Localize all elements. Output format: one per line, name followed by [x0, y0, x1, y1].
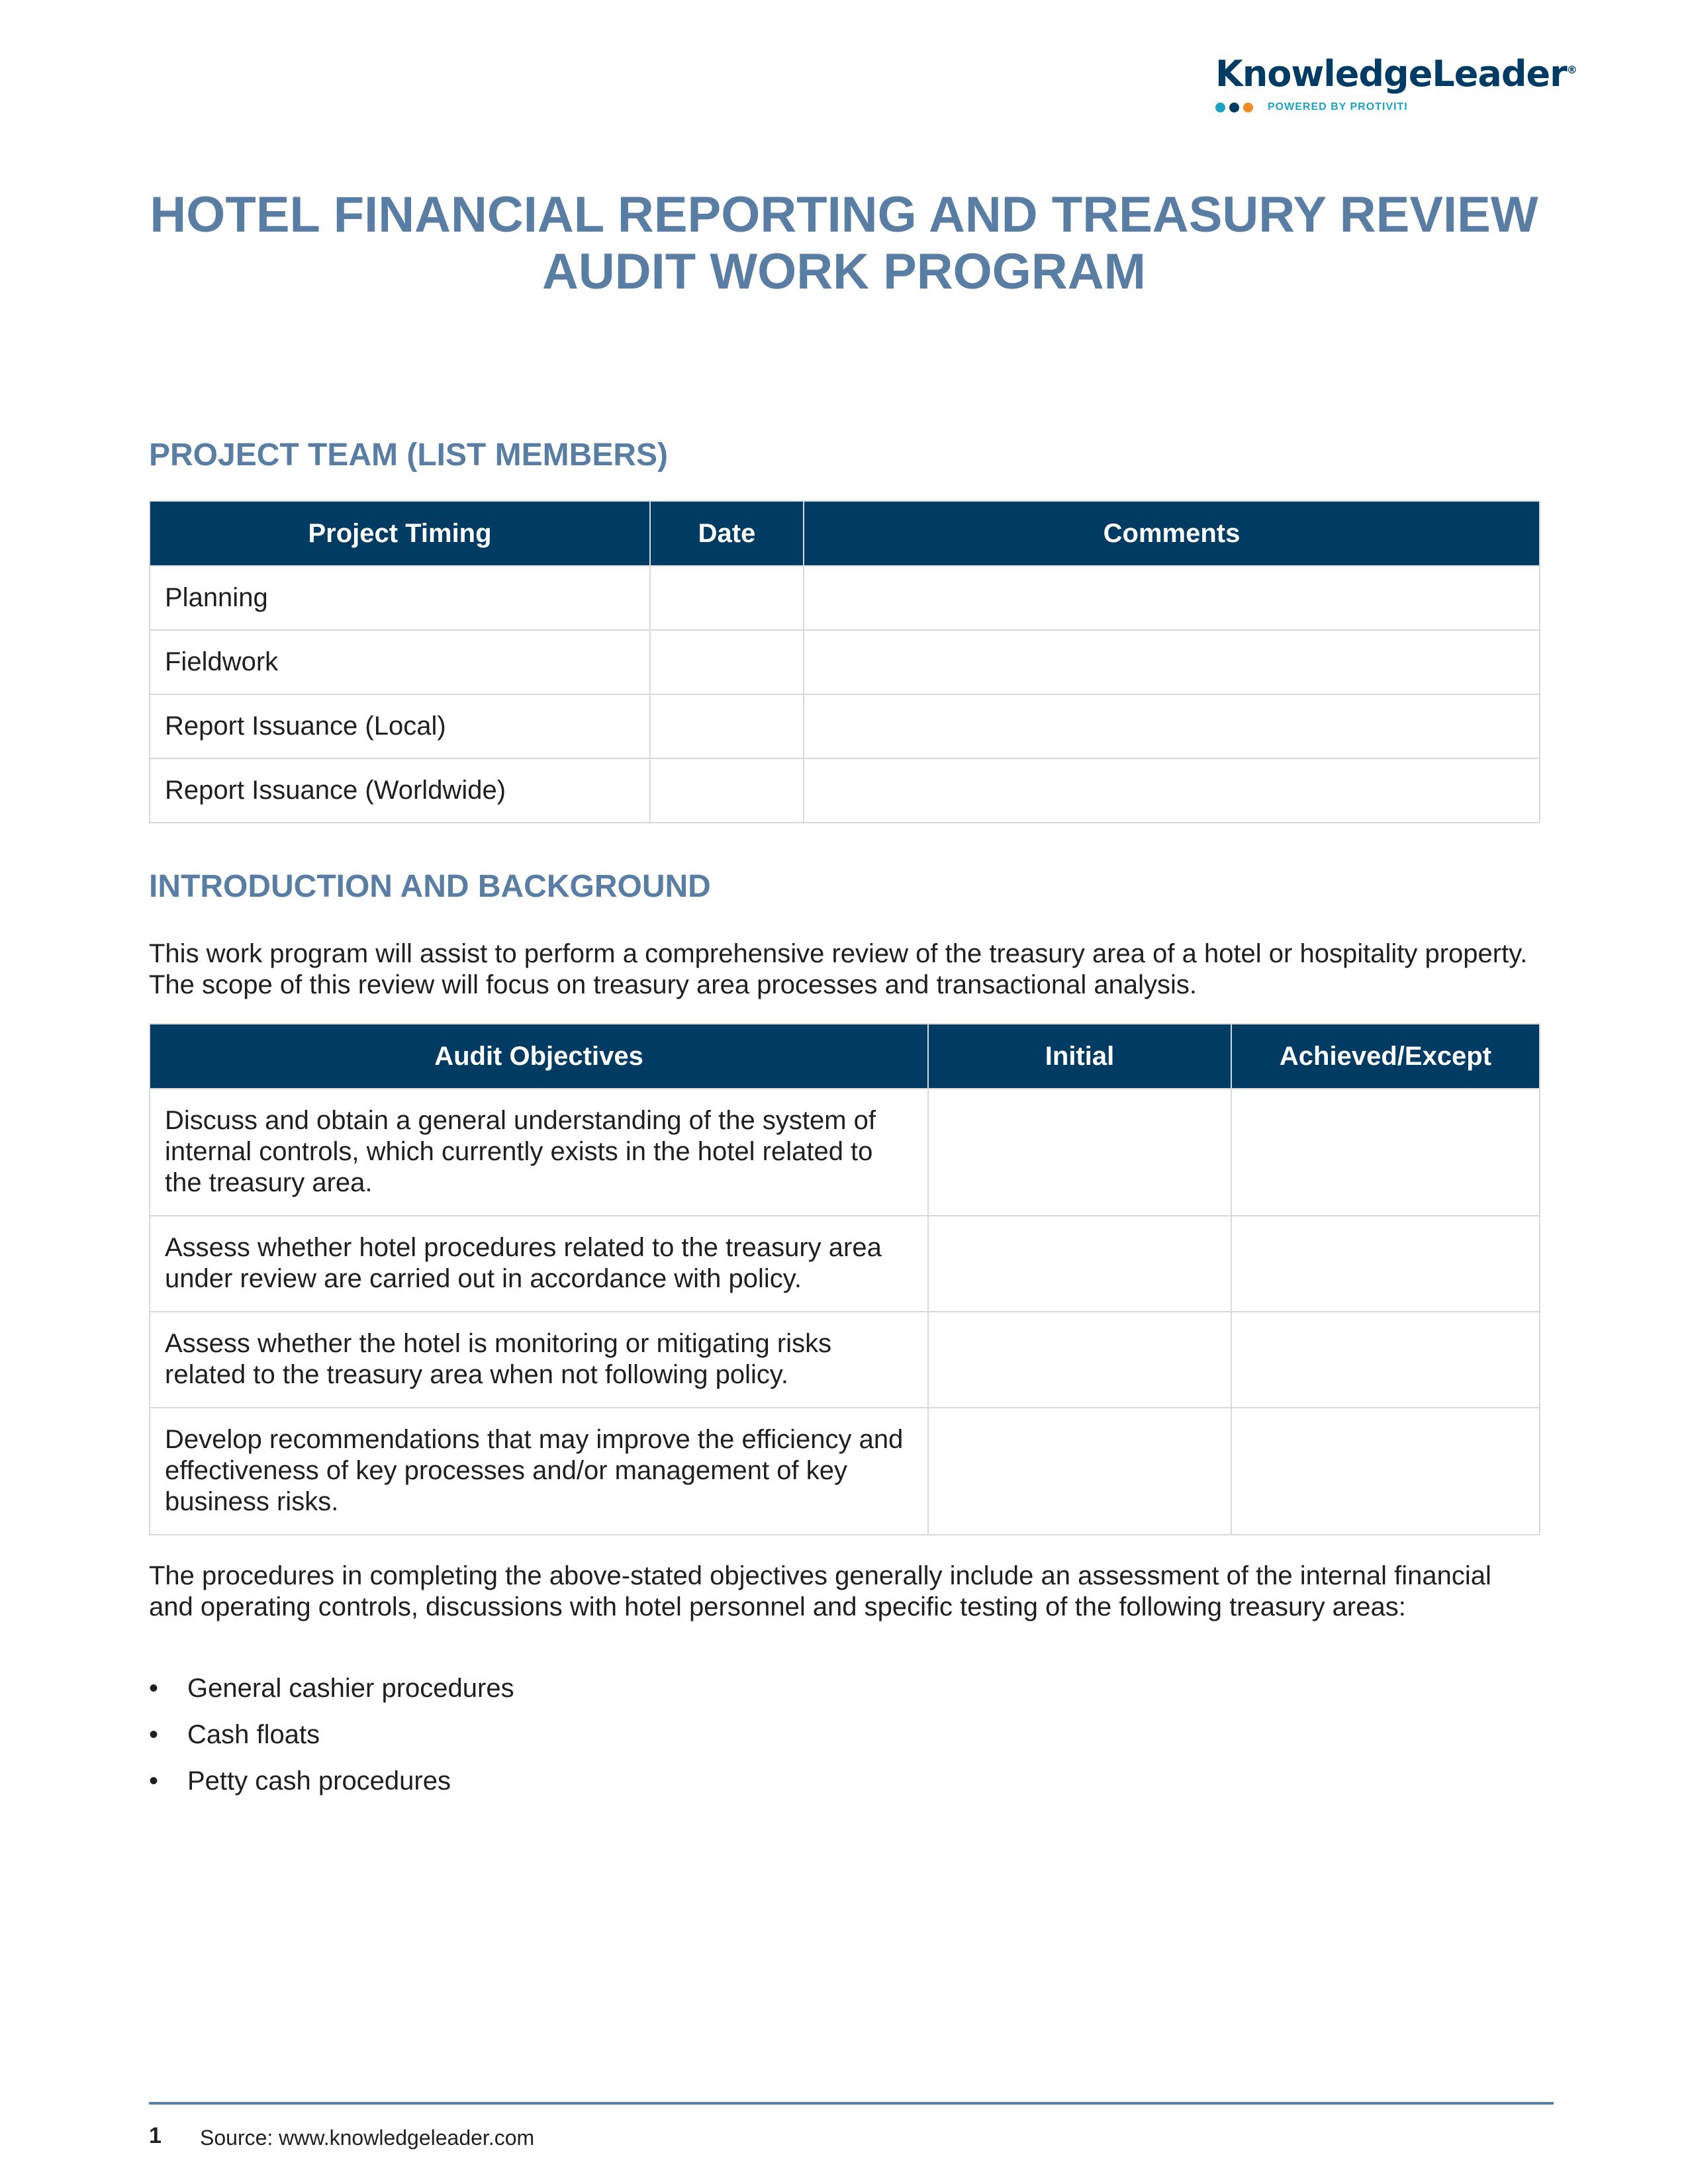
- column-header-project-timing: Project Timing: [150, 501, 650, 566]
- list-item-text: Petty cash procedures: [187, 1766, 451, 1796]
- timing-cell: Planning: [150, 566, 650, 630]
- column-header-comments: Comments: [804, 501, 1540, 566]
- table-row: [150, 1408, 1540, 1535]
- logo-tagline: [1215, 101, 1533, 113]
- list-item: [149, 1766, 514, 1812]
- bullet-icon: •: [149, 1674, 159, 1703]
- knowledgeleader-logo: [1215, 53, 1577, 113]
- column-header-audit-objectives: Audit Objectives: [150, 1024, 928, 1089]
- footer-divider: [149, 2102, 1554, 2105]
- logo-wordmark: [1215, 53, 1577, 95]
- achieved-cell[interactable]: [1231, 1089, 1540, 1216]
- initial-cell[interactable]: [928, 1312, 1231, 1408]
- table-row: [150, 1216, 1540, 1312]
- initial-cell[interactable]: [928, 1089, 1231, 1216]
- list-item: [149, 1719, 514, 1766]
- introduction-heading: INTRODUCTION AND BACKGROUND: [149, 869, 711, 904]
- logo-text: KnowledgeLeader: [1215, 53, 1567, 95]
- table-row: [150, 694, 1540, 758]
- date-cell[interactable]: [650, 758, 804, 823]
- date-cell[interactable]: [650, 630, 804, 694]
- audit-objectives-table: [149, 1023, 1540, 1535]
- bullet-icon: •: [149, 1720, 159, 1749]
- table-row: [150, 566, 1540, 630]
- comments-cell[interactable]: [804, 630, 1540, 694]
- timing-cell: Report Issuance (Worldwide): [150, 758, 650, 823]
- date-cell[interactable]: [650, 566, 804, 630]
- footer-source: Source: www.knowledgeleader.com: [200, 2126, 535, 2150]
- initial-cell[interactable]: [928, 1216, 1231, 1312]
- table-row: [150, 758, 1540, 823]
- objective-cell: Develop recommendations that may improve the efficiency and effectiveness of key processes and/or management of key business risks.: [150, 1408, 928, 1535]
- document-title-line-2: AUDIT WORK PROGRAM: [542, 244, 1146, 300]
- achieved-cell[interactable]: [1231, 1312, 1540, 1408]
- achieved-cell[interactable]: [1231, 1216, 1540, 1312]
- table-header-row: [150, 501, 1540, 566]
- bullet-icon: •: [149, 1766, 159, 1796]
- date-cell[interactable]: [650, 694, 804, 758]
- procedures-paragraph: The procedures in completing the above-stated objectives generally include an assessment of the internal financial and operating controls, discussions with hotel personnel and specific testing of the following treasury areas:: [149, 1561, 1491, 1621]
- objective-cell: Discuss and obtain a general understanding of the system of internal controls, which currently exists in the hotel related to the treasury area.: [150, 1089, 928, 1216]
- table-row: [150, 630, 1540, 694]
- list-item: [149, 1673, 514, 1719]
- table-row: [150, 1312, 1540, 1408]
- logo-dot-icon: [1229, 103, 1239, 113]
- objective-cell: Assess whether hotel procedures related to the treasury area under review are carried out in accordance with policy.: [150, 1216, 928, 1312]
- project-timing-table: [149, 500, 1540, 823]
- treasury-areas-list: [149, 1673, 514, 1812]
- document-title: [0, 187, 1688, 300]
- logo-dot-icon: [1215, 103, 1225, 113]
- initial-cell[interactable]: [928, 1408, 1231, 1535]
- logo-dot-icon: [1243, 103, 1253, 113]
- comments-cell[interactable]: [804, 566, 1540, 630]
- logo-powered-by: POWERED BY PROTIVITI: [1268, 101, 1408, 113]
- column-header-initial: Initial: [928, 1024, 1231, 1089]
- table-row: [150, 1089, 1540, 1216]
- table-header-row: [150, 1024, 1540, 1089]
- list-item-text: Cash floats: [187, 1720, 320, 1749]
- column-header-date: Date: [650, 501, 804, 566]
- achieved-cell[interactable]: [1231, 1408, 1540, 1535]
- page-number: 1: [149, 2123, 162, 2148]
- list-item-text: General cashier procedures: [187, 1674, 514, 1703]
- objective-cell: Assess whether the hotel is monitoring or mitigating risks related to the treasury area when not following policy.: [150, 1312, 928, 1408]
- project-team-heading: PROJECT TEAM (LIST MEMBERS): [149, 437, 669, 473]
- document-title-line-1: HOTEL FINANCIAL REPORTING AND TREASURY REVIEW: [150, 187, 1538, 243]
- introduction-paragraph: This work program will assist to perform a comprehensive review of the treasury area of a hotel or hospitality property. The scope of this review will focus on treasury area processes and transactional analysis.: [149, 939, 1528, 999]
- comments-cell[interactable]: [804, 694, 1540, 758]
- logo-registered-mark: ®: [1566, 64, 1577, 76]
- timing-cell: Fieldwork: [150, 630, 650, 694]
- column-header-achieved-except: Achieved/Except: [1231, 1024, 1540, 1089]
- comments-cell[interactable]: [804, 758, 1540, 823]
- timing-cell: Report Issuance (Local): [150, 694, 650, 758]
